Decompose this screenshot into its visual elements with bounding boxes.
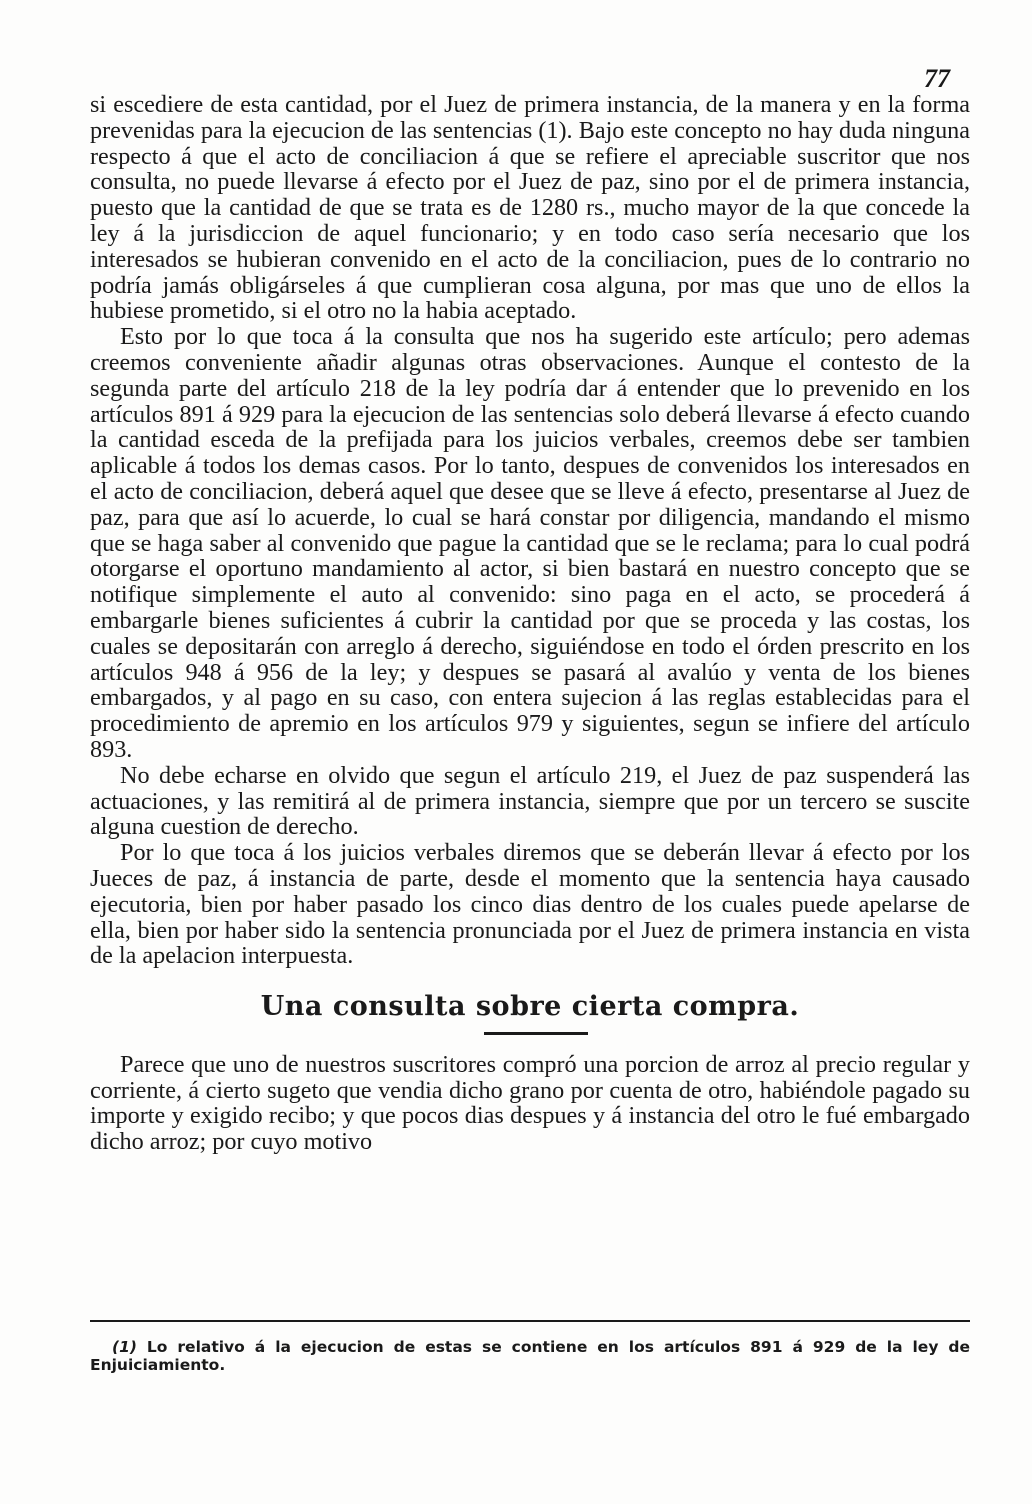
- main-text: [90, 92, 970, 969]
- paragraph-2: Esto por lo que toca á la consulta que nos ha sugerido este artículo; pero ademas creemos conveniente añadir algunas otras observaciones. Aunque el contesto de la segunda parte del artículo 218 de la ley podría dar á entender que lo prevenido en los artículos 891 á 929 para la ejecucion de las sentencias solo deberá llevarse á efecto cuando la cantidad esceda de la prefijada para los juicios verbales, creemos debe ser tambien aplicable á todos los demas casos. Por lo tanto, despues de convenidos los interesados en el acto de conciliacion, deberá aquel que desee que se lleve á efecto, presentarse al Juez de paz, para que así lo acuerde, lo cual se hará constar por diligencia, mandando el mismo que se haga saber al convenido que pague la cantidad que se le reclama; para lo cual podrá otorgarse el oportuno mandamiento al actor, si bien bastará en nuestro concepto que se notifique simplemente el auto al convenido: sino paga en el acto, se procederá á embargarle bienes suficientes á cubrir la cantidad por que se proceda y las costas, los cuales se depositarán con arreglo á derecho, siguiéndose en todo el órden prescrito en los artículos 948 á 956 de la ley; y despues se pasará al avalúo y venta de los bienes embargados, y al pago en su caso, con entera sujecion á las reglas establecidas para el procedimiento de apremio en los artículos 979 y siguientes, segun se infiere del artículo 893.: [90, 323, 970, 763]
- page-number: 77: [924, 64, 950, 93]
- footnote: [90, 1338, 970, 1374]
- footnote-mark: (1): [112, 1338, 137, 1356]
- section-paragraph: Parece que uno de nuestros suscritores compró una porcion de arroz al precio regular y corriente, á cierto sugeto que vendia dicho grano por cuenta de otro, habiéndole pagado su importe y exigido recibo; y que pocos dias despues y á instancia del otro le fué embargado dicho arroz; por cuyo motivo: [90, 1051, 970, 1155]
- paragraph-3: No debe echarse en olvido que segun el artículo 219, el Juez de paz suspenderá las actuaciones, y las remitirá al de primera instancia, siempre que por un tercero se suscite alguna cuestion de derecho.: [90, 761, 970, 841]
- section-text: [90, 1052, 970, 1154]
- footnote-text: Lo relativo á la ejecucion de estas se contiene en los artículos 891 á 929 de la ley de Enjuiciamiento.: [90, 1338, 970, 1374]
- paragraph-4: Por lo que toca á los juicios verbales diremos que se deberán llevar á efecto por los Jueces de paz, á instancia de parte, desde el momento que la sentencia haya causado ejecutoria, bien por haber pasado los cinco dias dentro de los cuales puede apelarse de ella, bien por haber sido la sentencia pronunciada por el Juez de primera instancia en vista de la apelacion interpuesta.: [90, 839, 970, 970]
- footnote-divider: [90, 1320, 970, 1322]
- paragraph-1: si escediere de esta cantidad, por el Juez de primera instancia, de la manera y en la forma prevenidas para la ejecucion de las sentencias (1). Bajo este concepto no hay duda ninguna respecto á que el acto de conciliacion á que se refiere el apreciable suscritor que nos consulta, no puede llevarse á efecto por el Juez de paz, sino por el de primera instancia, puesto que la cantidad de que se trata es de 1280 rs., mucho mayor de la que concede la ley á la jurisdiccion de aquel funcionario; y en todo caso sería necesario que los interesados se hubieran convenido en el acto de la conciliacion, pues de lo contrario no podría jamás obligárseles á que cumplieran cosa alguna, por mas que uno de ellos la hubiese prometido, si el otro no la habia aceptado.: [90, 91, 970, 325]
- section-title: Una consulta sobre cierta compra.: [260, 991, 800, 1022]
- title-ornament-rule: [484, 1032, 588, 1038]
